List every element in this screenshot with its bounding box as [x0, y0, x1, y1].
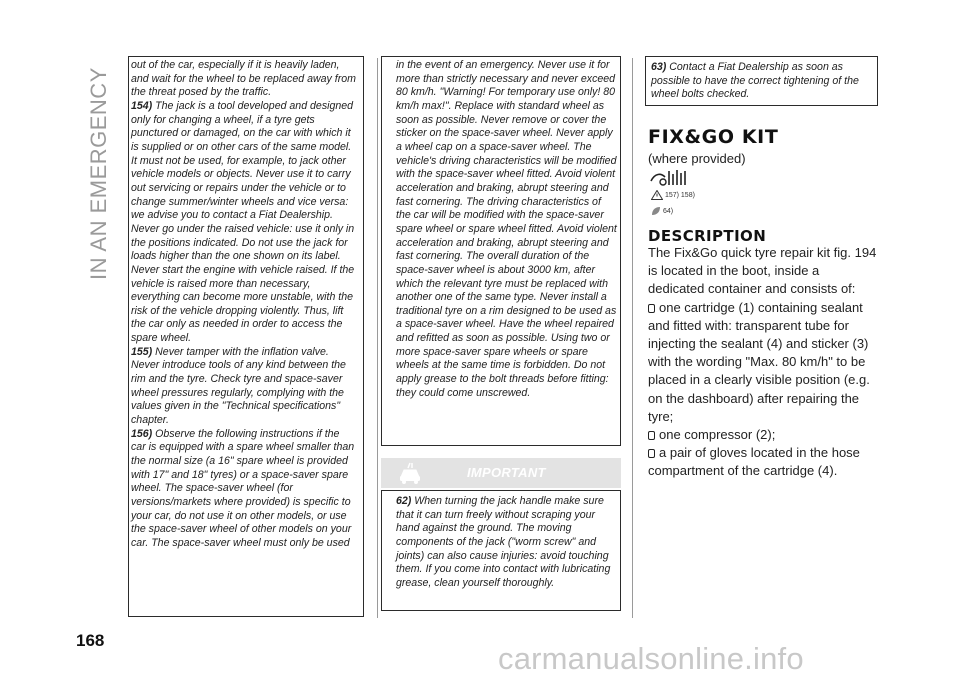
warning-refs: 157) 158) [664, 191, 695, 199]
warning-154 [131, 100, 357, 346]
bullet-icon [648, 449, 655, 458]
column-divider [632, 58, 633, 618]
bullet-icon [648, 304, 655, 313]
tyre-repair-icon [649, 167, 691, 192]
watermark: carmanualsonline.info [498, 641, 804, 676]
section-tab [86, 55, 111, 280]
list-item [648, 426, 878, 444]
warning-number: 154) [131, 99, 153, 112]
warning-text: Observe the following instructions if the car is equipped with a spare wheel smaller than the normal size (a 16" spare wheel is provided with 17" and 18" tyres) or a space-saver spare wheel. The space-saver wheel (for versions/markets where provided) is specific to your car, do not use it on other models, or use the space-saver wheel of other models on your car. The space-saver wheel must only be used [131, 427, 355, 549]
description-intro: The Fix&Go quick tyre repair kit fig. 194 is located in the boot, inside a dedicated container and consists of: [648, 245, 877, 297]
warning-text: Never tamper with the inflation valve. Never introduce tools of any kind between the rim and the tyre. Check tyre and space-saver wheel pressures regularly, complying with the values given in the "Technical specifications" chapter. [131, 345, 346, 427]
note-63 [651, 61, 875, 102]
important-number: 62) [396, 495, 412, 507]
description-body [648, 244, 878, 481]
warning-text: The jack is a tool developed and designed only for changing a wheel, if a tyre gets punctured or damaged, on the car with which it is supplied or on other cars of the same model. It must not be used, for example, to jack other vehicle models or objects. Never use it to carry out servicing or repairs under the vehicle or to change summer/winter wheels and vice versa: we advise you to contact a Fiat Dealership. Never go under the raised vehicle: use it only in the positions indicated. Do not use the jack for loads higher than the one shown on its label. Never start the engine with vehicle raised. If the vehicle is raised more than necessary, everything can become more unstable, with the risk of the vehicle dropping violently. Thus, lift the car only as needed in order to access the spare wheel. [131, 99, 355, 345]
note-box [645, 56, 878, 106]
warning-number: 155) [131, 345, 153, 358]
list-item [648, 444, 878, 480]
environment-ref: 64) [662, 207, 674, 215]
important-label: IMPORTANT [467, 465, 546, 480]
section-tab-label: IN AN EMERGENCY [86, 67, 111, 280]
description-title: DESCRIPTION [648, 227, 767, 245]
warning-text: out of the car, especially if it is heavily laden, and wait for the wheel to be replaced away from the threat posed by the traffic. [131, 59, 356, 99]
important-box [381, 490, 621, 611]
warning-ref-row [651, 190, 695, 200]
column-divider [377, 58, 378, 618]
important-text: When turning the jack handle make sure that it can turn freely without scraping your hand against the ground. The moving components of the jack ("worm screw" and joints) can also cause injuries: avoid touching them. If you come into contact with lubricating grease, clean yourself thoroughly. [396, 495, 611, 589]
important-62 [396, 495, 618, 591]
list-item-text: a pair of gloves located in the hose compartment of the cartridge (4). [648, 445, 860, 479]
kit-title: FIX&GO KIT [648, 126, 779, 148]
warning-number: 156) [131, 427, 153, 440]
page-number: 168 [76, 631, 105, 650]
warning-continuation [131, 59, 357, 100]
leaf-icon [651, 206, 661, 216]
note-number: 63) [651, 61, 667, 73]
warning-box-middle [381, 56, 621, 446]
important-header [381, 458, 621, 488]
bullet-icon [648, 431, 655, 440]
note-text: Contact a Fiat Dealership as soon as possible to have the correct tightening of the wheel bolts checked. [651, 61, 859, 101]
list-item-text: one compressor (2); [659, 427, 776, 443]
warning-box-left [128, 56, 364, 617]
environment-ref-row [651, 206, 673, 216]
list-item-text: one cartridge (1) containing sealant and fitted with: transparent tube for injecting the sealant (4) and sticker (3) with the wording "Max. 80 km/h" to be placed in a clearly visible position (e.g. on the dashboard) after repairing the tyre; [648, 299, 870, 424]
warning-156-continued: in the event of an emergency. Never use it for more than strictly necessary and never exceed 80 km/h. "Warning! For temporary use only! 80 km/h max!". Replace with standard wheel as soon as possible. Never remove or cover the sticker on the space-saver wheel. Never apply a wheel cap on a space-saver wheel. The vehicle's driving characteristics will be modified with the space-saver wheel fitted. Avoid violent acceleration and braking, abrupt steering and fast cornering. The driving characteristics of the car will be modified with the space-saver spare wheel or spare wheel fitted. Avoid violent acceleration and braking, abrupt steering and fast cornering. The overall duration of the space-saver wheel is about 3000 km, after which the relevant tyre must be replaced with another one of the same type. Never install a traditional tyre on a rim designed to be used as a space-saver wheel. Have the wheel repaired and refitted as soon as possible. Using two or more space-saver spare wheels or spare wheels at the same time is forbidden. Do not apply grease to the bolt threads before fitting: they could come unscrewed. [396, 59, 617, 399]
warning-156 [131, 428, 357, 551]
warning-155 [131, 346, 357, 428]
car-hands-icon [395, 461, 425, 490]
where-provided: (where provided) [648, 151, 746, 166]
list-item [648, 299, 878, 426]
warning-triangle-icon [651, 190, 663, 200]
